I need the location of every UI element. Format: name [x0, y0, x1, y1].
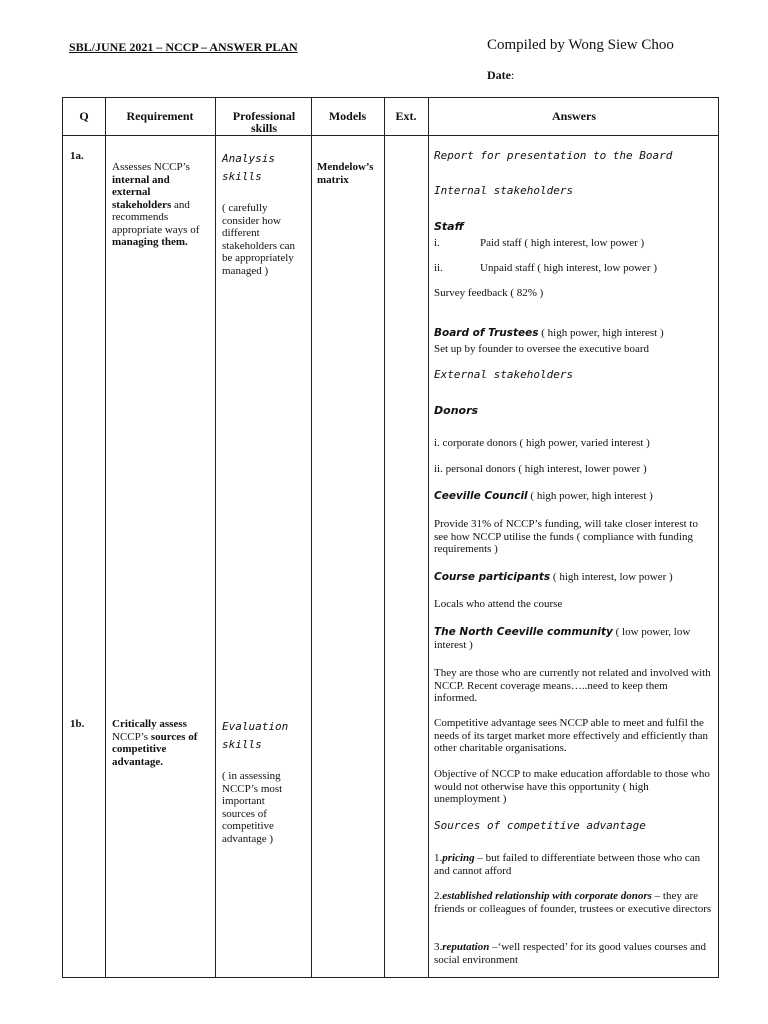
internal-stakeholders-heading: Internal stakeholders	[434, 184, 574, 197]
staff-item-paid: i. Paid staff ( high interest, low power )	[434, 237, 645, 249]
col-divider	[311, 98, 312, 977]
col-divider	[428, 98, 429, 977]
ceeville-council: Ceeville Council ( high power, high interest )	[434, 490, 653, 502]
survey-feedback: Survey feedback ( 82% )	[434, 287, 544, 299]
north-ceeville-community: The North Ceeville community ( low power, low interest )	[434, 626, 691, 651]
question-1a-skill-note: ( carefully consider how different stakeholders can be appropriately managed )	[222, 202, 295, 277]
document-title: SBL/JUNE 2021 – NCCP – ANSWER PLAN	[69, 40, 298, 54]
board-description: Set up by founder to oversee the executive board	[434, 343, 650, 355]
header-divider	[63, 135, 718, 136]
staff-item-unpaid: ii. Unpaid staff ( high interest, low power )	[434, 262, 657, 274]
staff-heading: Staff	[434, 220, 464, 233]
community-description: They are those who are currently not related and involved with NCCP. Recent coverage means…..need to keep them informed.	[434, 667, 711, 704]
question-1b-skill-title: Evaluation skills	[222, 720, 289, 751]
question-1a-number: 1a.	[70, 150, 84, 162]
donors-corporate: i. corporate donors ( high power, varied interest )	[434, 437, 650, 449]
question-1a-requirement: Assesses NCCP’s internal and external stakeholders and recommends appropriate ways of managing them.	[112, 161, 200, 248]
donors-personal: ii. personal donors ( high interest, lower power )	[434, 463, 647, 475]
question-1a-model: Mendelow’s matrix	[317, 161, 374, 186]
source-reputation: 3.reputation –‘well respected’ for its good values courses and social environment	[434, 941, 706, 966]
competitive-advantage-description: Competitive advantage sees NCCP able to meet and fulfil the needs of its target market more effectively and efficiently than other charitable organisations.	[434, 717, 708, 754]
col-divider	[105, 98, 106, 977]
source-corporate-donors: 2.established relationship with corporate donors – they are friends or colleagues of founder, trustees or executive directors	[434, 890, 712, 915]
objective-description: Objective of NCCP to make education affordable to those who would not otherwise have this opportunity ( high unemployment )	[434, 768, 710, 805]
header-models: Models	[328, 109, 367, 123]
compiled-by: Compiled by Wong Siew Choo	[487, 37, 674, 53]
participants-description: Locals who attend the course	[434, 598, 563, 610]
question-1b-number: 1b.	[70, 718, 85, 730]
report-title: Report for presentation to the Board	[434, 149, 673, 162]
header-professional-skills: Professional skills	[232, 109, 296, 135]
date-label: Date:	[487, 68, 515, 82]
header-requirement: Requirement	[126, 109, 194, 123]
question-1b-requirement: Critically assess NCCP’s sources of competitive advantage.	[112, 718, 198, 768]
sources-heading: Sources of competitive advantage	[434, 819, 646, 832]
question-1b-skill-note: ( in assessing NCCP’s most important sources of competitive advantage )	[222, 770, 283, 845]
source-pricing: 1.pricing – but failed to differentiate between those who can and cannot afford	[434, 852, 701, 877]
board-of-trustees: Board of Trustees ( high power, high interest )	[434, 327, 664, 339]
external-stakeholders-heading: External stakeholders	[434, 368, 574, 381]
header-q: Q	[79, 109, 89, 123]
council-description: Provide 31% of NCCP’s funding, will take closer interest to see how NCCP utilise the funds ( compliance with funding requirements )	[434, 518, 698, 555]
col-divider	[384, 98, 385, 977]
header-ext: Ext.	[395, 109, 417, 123]
course-participants: Course participants ( high interest, low power )	[434, 571, 673, 583]
question-1a-skill-title: Analysis skills	[222, 152, 275, 183]
donors-heading: Donors	[434, 404, 479, 417]
header-answers: Answers	[552, 109, 596, 123]
col-divider	[215, 98, 216, 977]
